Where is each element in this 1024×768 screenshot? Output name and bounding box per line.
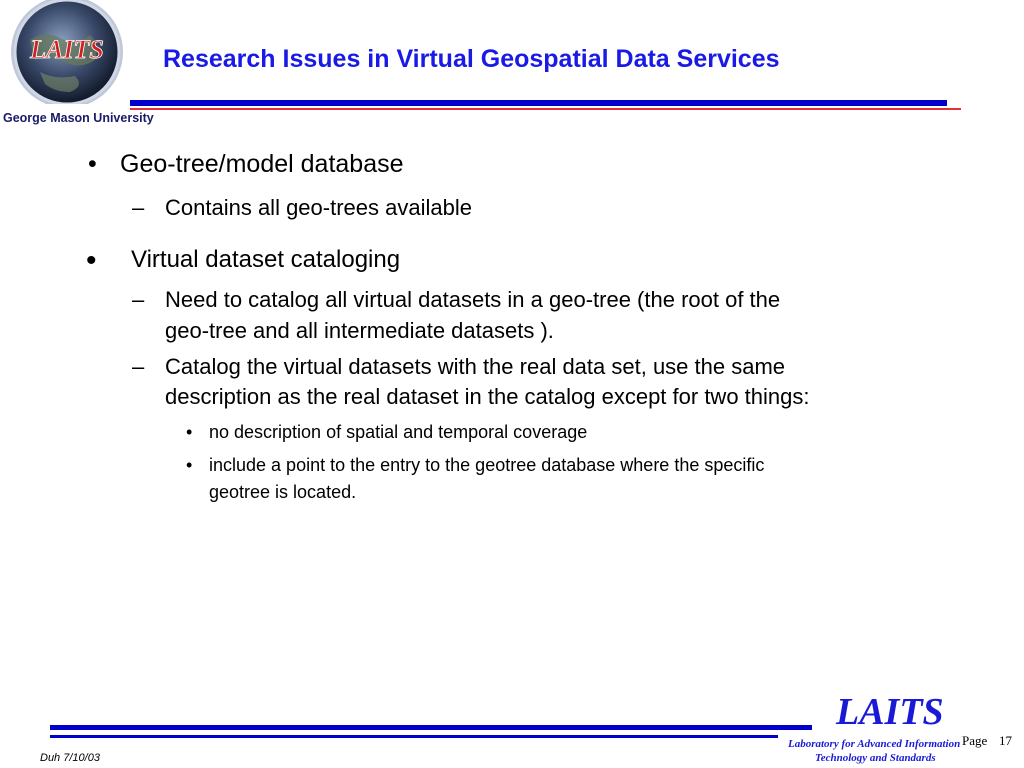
sub-item-marker: –: [132, 354, 145, 379]
header-rule-blue: [130, 100, 947, 106]
sub-item-text-line: Catalog the virtual datasets with the real data set, use the same: [165, 354, 786, 379]
list-item-text: Geo-tree/model database: [120, 150, 404, 178]
footer-brand: LAITS: [836, 691, 944, 733]
page-title: Research Issues in Virtual Geospatial Data Services: [163, 45, 780, 73]
sub-sub-item-text-line: include a point to the entry to the geotree database where the specific: [209, 455, 765, 475]
svg-text:LAITS: LAITS: [30, 35, 104, 64]
bullet-marker: •: [88, 150, 97, 178]
footer-date: Duh 7/10/03: [40, 752, 100, 764]
sub-item-marker: –: [132, 287, 145, 312]
sub-sub-item-text-line: no description of spatial and temporal coverage: [209, 422, 588, 442]
footer-lab-name-line2: Technology and Standards: [815, 752, 936, 764]
footer-lab-name-line1: Laboratory for Advanced Information: [788, 738, 961, 750]
sub-sub-item-text-line: geotree is located.: [209, 482, 357, 502]
footer-rule-blue: [50, 725, 812, 730]
bullet-marker: •: [86, 244, 97, 277]
sub-item-marker: –: [132, 195, 145, 220]
sub-item-text-line: description as the real dataset in the catalog except for two things:: [165, 384, 810, 409]
page-label: Page: [962, 733, 988, 748]
page-number: 17: [999, 733, 1012, 748]
sub-item-text-line: geo-tree and all intermediate datasets ).: [165, 318, 554, 343]
header-rule-red: [130, 108, 961, 110]
sub-item-text: Contains all geo-trees available: [165, 195, 472, 220]
list-item-text: Virtual dataset cataloging: [131, 246, 401, 273]
svg-text:George Mason University: George Mason University: [3, 111, 154, 125]
sub-sub-item-marker: •: [186, 455, 193, 475]
globe-seal-icon: [0, 0, 154, 130]
sub-sub-item-marker: •: [186, 422, 193, 442]
sub-item-text-line: Need to catalog all virtual datasets in a geo-tree (the root of the: [165, 287, 781, 312]
footer-rule-blue-thin: [50, 735, 778, 738]
laits-logo: [0, 0, 154, 130]
